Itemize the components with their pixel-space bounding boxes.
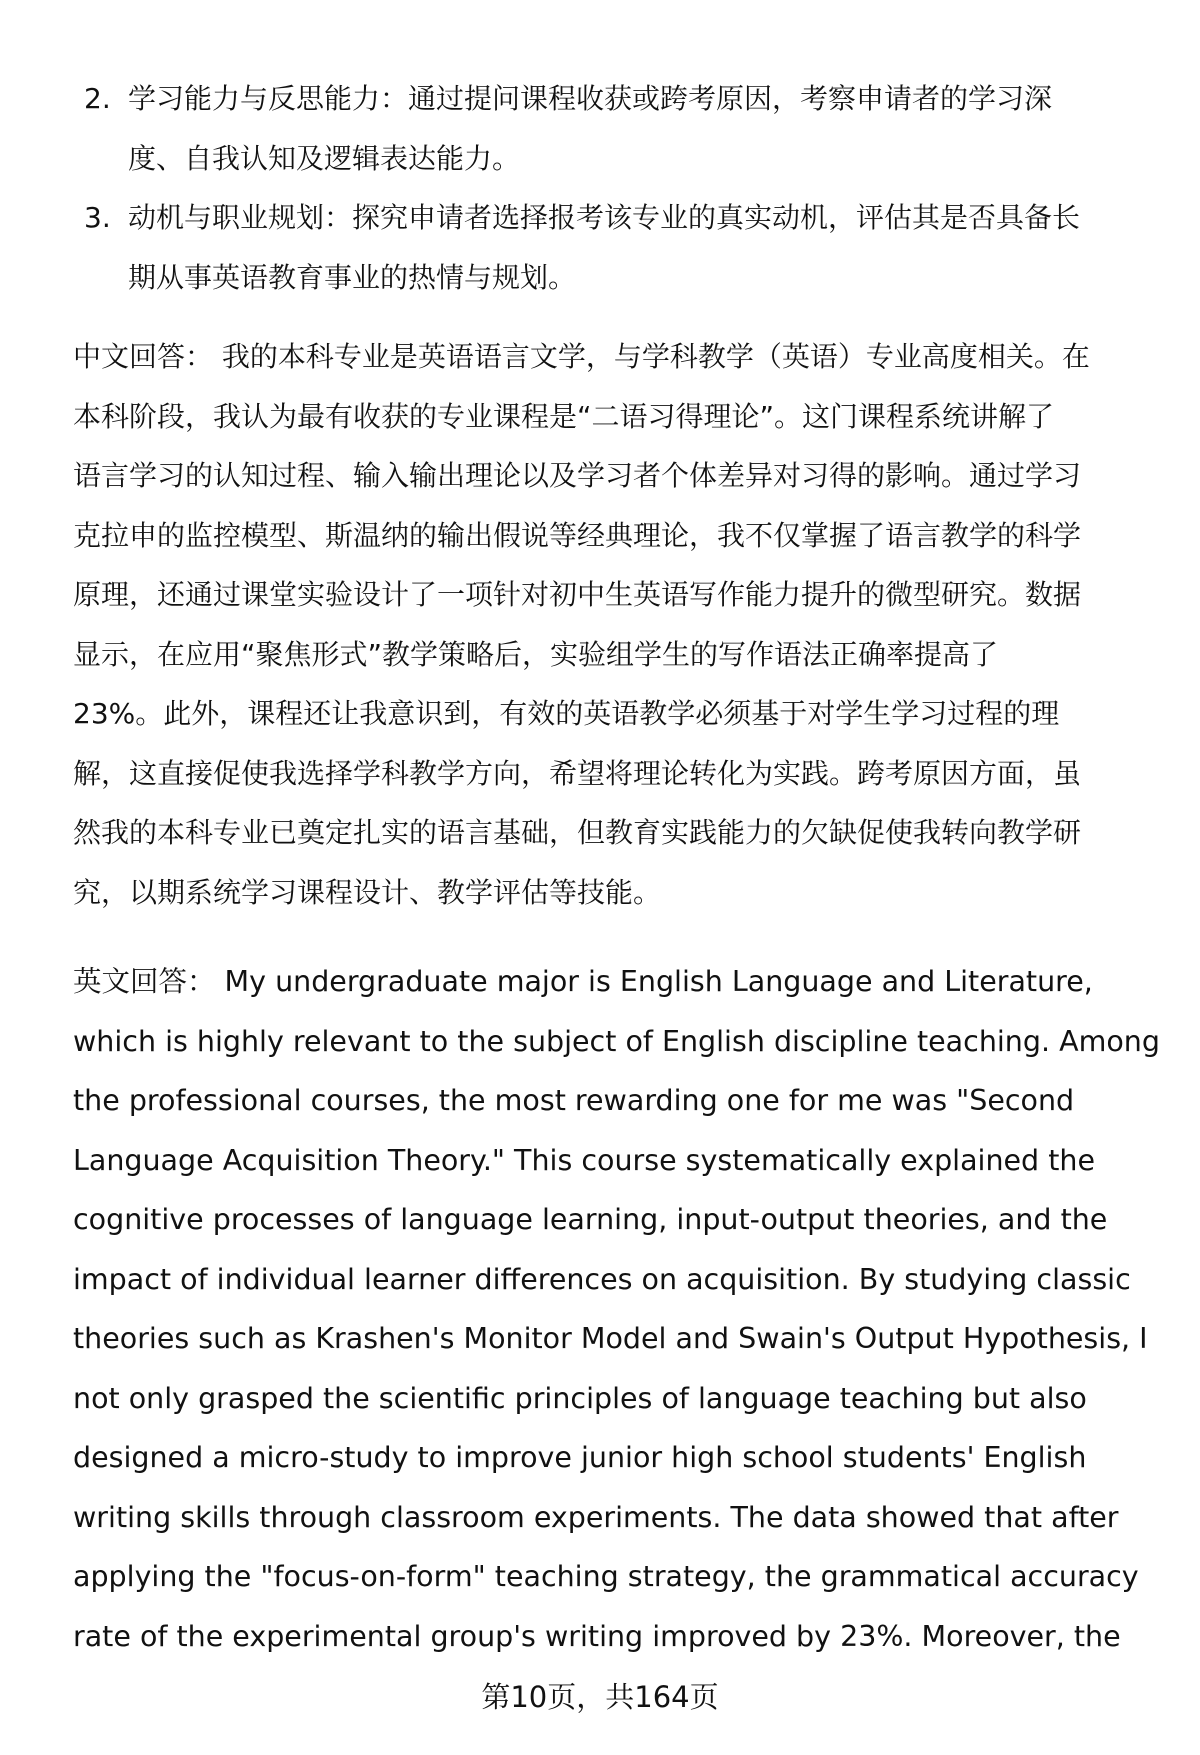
paragraph-line: 23%。此外，课程还让我意识到，有效的英语教学必须基于对学生学习过程的理 [73,697,1060,730]
page-number: 第10页，共164页 [481,1680,719,1714]
paragraph-line: 克拉申的监控模型、斯温纳的输出假说等经典理论，我不仅掌握了语言教学的科学 [73,518,1082,552]
paragraph-line: 原理，还通过课堂实验设计了一项针对初中生英语写作能力提升的微型研究。数据 [73,578,1082,611]
paragraph-line: cognitive processes of language learning, input-output theories, and the [73,1203,1108,1236]
criteria-list [0,69,1200,307]
paragraph-line: 中文回答： 我的本科专业是英语语言文学，与学科教学（英语）专业高度相关。在 [73,340,1090,373]
list-text-line: 学习能力与反思能力：通过提问课程收获或跨考原因，考察申请者的学习深 [128,82,1053,115]
paragraph-line: applying the "focus-on-form" teaching strategy, the grammatical accuracy [73,1560,1139,1593]
list-text-line: 期从事英语教育事业的热情与规划。 [128,260,577,294]
paragraph-line: the professional courses, the most rewarding one for me was "Second [73,1084,1075,1117]
paragraph-line: theories such as Krashen's Monitor Model and Swain's Output Hypothesis, I [73,1322,1148,1355]
list-number: 3. [84,201,111,234]
list-text-line: 度、自我认知及逻辑表达能力。 [128,141,521,175]
paragraph-line: which is highly relevant to the subject of English discipline teaching. Among [73,1024,1160,1058]
chinese-answer-paragraph [73,327,1163,922]
paragraph-line: rate of the experimental group's writing improved by 23%. Moreover, the [73,1619,1121,1653]
paragraph-line: designed a micro-study to improve junior high school students' English [73,1441,1087,1474]
paragraph-line: Language Acquisition Theory." This course systematically explained the [73,1143,1095,1177]
paragraph-line: writing skills through classroom experiments. The data showed that after [73,1500,1119,1534]
list-item [0,188,1200,307]
paragraph-line: 显示，在应用“聚焦形式”教学策略后，实验组学生的写作语法正确率提高了 [73,637,999,671]
list-number: 2. [84,82,111,115]
paragraph-line: 本科阶段，我认为最有收获的专业课程是“二语习得理论”。这门课程系统讲解了 [73,399,1055,433]
english-answer-paragraph [73,952,1163,1666]
list-text-line: 动机与职业规划：探究申请者选择报考该专业的真实动机，评估其是否具备长 [128,201,1081,234]
paragraph-line: impact of individual learner differences on acquisition. By studying classic [73,1262,1131,1296]
list-item [0,69,1200,188]
paragraph-line: 语言学习的认知过程、输入输出理论以及学习者个体差异对习得的影响。通过学习 [73,459,1082,492]
paragraph-line: not only grasped the scientific principles of language teaching but also [73,1381,1087,1415]
paragraph-line: 英文回答： My undergraduate major is English Language and Literature, [73,965,1093,998]
paragraph-line: 解，这直接促使我选择学科教学方向，希望将理论转化为实践。跨考原因方面，虽 [73,756,1082,790]
paragraph-line: 究，以期系统学习课程设计、教学评估等技能。 [73,875,662,909]
paragraph-line: 然我的本科专业已奠定扎实的语言基础，但教育实践能力的欠缺促使我转向教学研 [73,816,1082,849]
